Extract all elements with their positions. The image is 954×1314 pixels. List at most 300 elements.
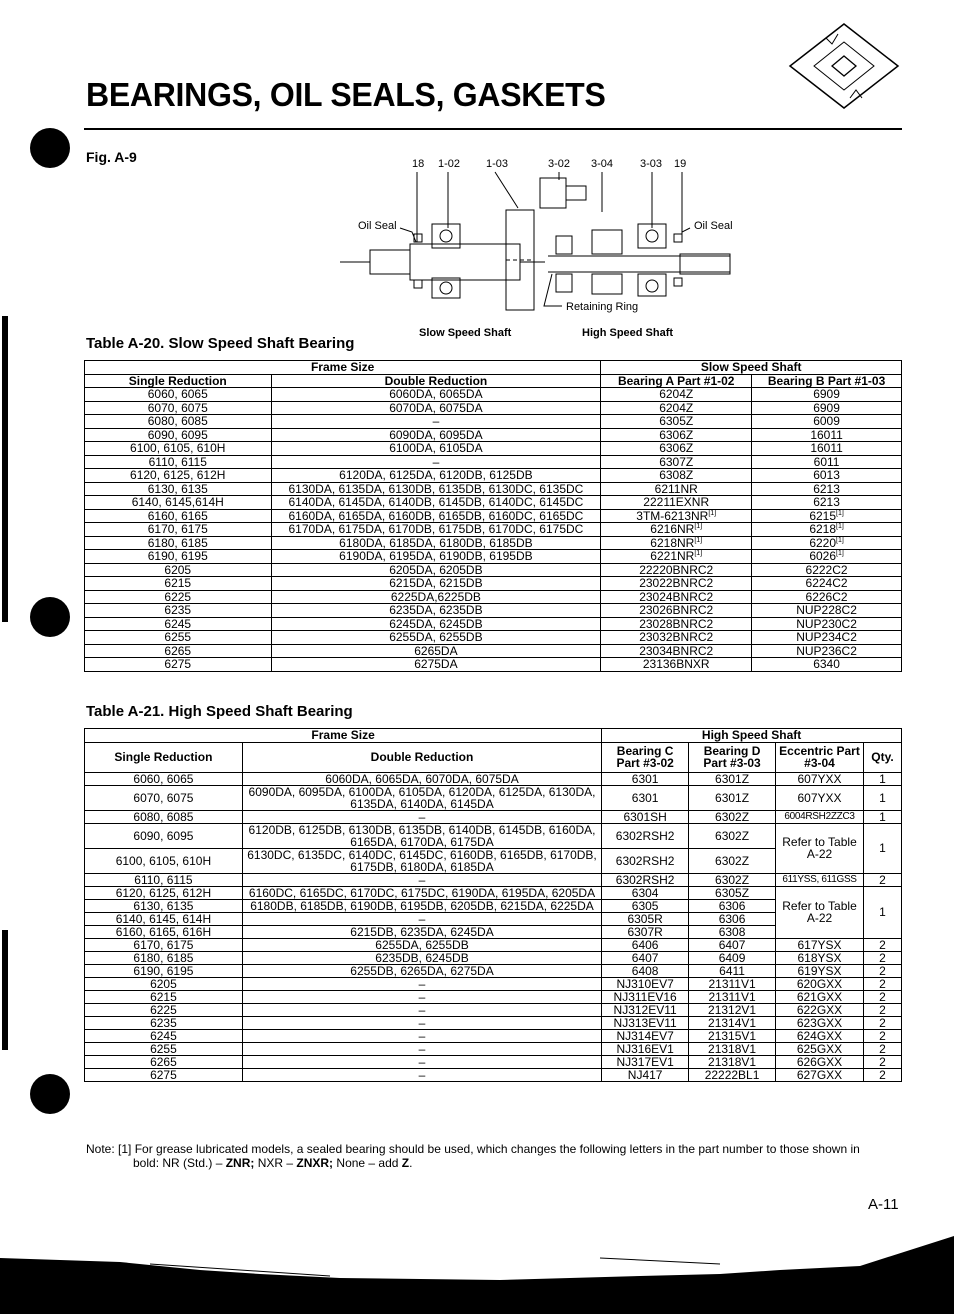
table-row xyxy=(85,563,902,577)
double-reduction-cell: 6265DA xyxy=(271,644,601,658)
bearing-c-cell: 6305 xyxy=(602,899,689,912)
table-row xyxy=(85,644,902,658)
table-row xyxy=(85,938,902,951)
single-reduction-cell: 6170, 6175 xyxy=(85,938,243,951)
bearing-a-cell: 6306Z xyxy=(601,442,752,456)
qty-cell: 2 xyxy=(863,964,901,977)
eccentric-cell: 607YXX xyxy=(776,785,864,810)
single-reduction-cell: 6170, 6175 xyxy=(85,523,272,537)
bearing-d-cell: 6302Z xyxy=(689,873,776,886)
bullet-mark xyxy=(30,128,70,168)
footnote-text: . xyxy=(409,1156,413,1170)
table-row xyxy=(85,1016,902,1029)
double-reduction-cell: – xyxy=(242,1055,601,1068)
bearing-c-cell: NJ312EV11 xyxy=(602,1003,689,1016)
single-reduction-cell: 6130, 6135 xyxy=(85,482,272,496)
bearing-c-cell: 6302RSH2 xyxy=(602,873,689,886)
footnote-line-1: Note: [1] For grease lubricated models, a sealed bearing should be used, which changes the following letters in the part number to those shown in xyxy=(86,1142,860,1156)
footnote-marker: [1] xyxy=(708,509,717,517)
bearing-d-cell: 21312V1 xyxy=(689,1003,776,1016)
bearing-a-cell: 23024BNRC2 xyxy=(601,590,752,604)
double-reduction-cell: 6205DA, 6205DB xyxy=(271,563,601,577)
table-row xyxy=(85,482,902,496)
eccentric-cell: 627GXX xyxy=(776,1068,864,1081)
eccentric-cell: 6004RSH2ZZC3 xyxy=(776,810,864,823)
scan-edge-band xyxy=(0,1236,954,1314)
eccentric-cell: 620GXX xyxy=(776,977,864,990)
table-row xyxy=(85,388,902,402)
eccentric-cell: 625GXX xyxy=(776,1042,864,1055)
single-reduction-cell: 6225 xyxy=(85,590,272,604)
single-reduction-cell: 6120, 6125, 612H xyxy=(85,469,272,483)
bearing-d-cell: 6306 xyxy=(689,912,776,925)
bearing-c-cell: 6302RSH2 xyxy=(602,823,689,848)
qty-cell: 1 xyxy=(863,772,901,785)
double-reduction-cell: – xyxy=(242,1042,601,1055)
eccentric-cell: 617YSX xyxy=(776,938,864,951)
single-reduction-cell: 6100, 6105, 610H xyxy=(85,848,243,873)
footnote-text: bold: NR (Std.) – xyxy=(133,1156,226,1170)
footnote-marker: [1] xyxy=(836,550,844,557)
table-row xyxy=(85,1029,902,1042)
qty-cell: 2 xyxy=(863,1042,901,1055)
eccentric-cell: 624GXX xyxy=(776,1029,864,1042)
double-reduction-cell: 6160DA, 6165DA, 6160DB, 6165DB, 6160DC, 6165DC xyxy=(271,509,601,523)
single-reduction-cell: 6110, 6115 xyxy=(85,455,272,469)
high-speed-shaft-label: High Speed Shaft xyxy=(582,327,674,339)
header-bearing-d: Bearing D Part #3-03 xyxy=(689,742,776,772)
bearing-c-cell: 6302RSH2 xyxy=(602,848,689,873)
bearing-b-cell: 6226C2 xyxy=(752,590,902,604)
double-reduction-cell: 6190DA, 6195DA, 6190DB, 6195DB xyxy=(271,550,601,564)
footnote-marker: [1] xyxy=(836,509,844,517)
bearing-a-cell: 6204Z xyxy=(601,388,752,402)
bearing-c-cell: NJ314EV7 xyxy=(602,1029,689,1042)
double-reduction-cell: 6100DA, 6105DA xyxy=(271,442,601,456)
single-reduction-cell: 6140, 6145, 614H xyxy=(85,912,243,925)
table-row xyxy=(85,509,902,523)
refer-to-table-cell: Refer to Table A-22 xyxy=(776,886,864,938)
double-reduction-cell: 6070DA, 6075DA xyxy=(271,401,601,415)
callout-label: 1-03 xyxy=(486,158,509,170)
qty-cell: 1 xyxy=(863,810,901,823)
qty-cell: 2 xyxy=(863,1055,901,1068)
bearing-a-cell: 22211EXNR xyxy=(601,496,752,510)
qty-cell: 2 xyxy=(863,873,901,886)
single-reduction-cell: 6160, 6165, 616H xyxy=(85,925,243,938)
bearing-d-cell: 6301Z xyxy=(689,772,776,785)
bearing-d-cell: 22222BL1 xyxy=(689,1068,776,1081)
bearing-c-cell: NJ316EV1 xyxy=(602,1042,689,1055)
table-row xyxy=(85,658,902,672)
bearing-d-cell: 6407 xyxy=(689,938,776,951)
double-reduction-cell: 6090DA, 6095DA, 6100DA, 6105DA, 6120DA, 6125DA, 6130DA, 6135DA, 6140DA, 6145DA xyxy=(242,785,601,810)
callout-label: 19 xyxy=(674,158,687,170)
single-reduction-cell: 6070, 6075 xyxy=(85,785,243,810)
margin-bar xyxy=(2,930,8,1050)
double-reduction-cell: – xyxy=(271,415,601,429)
table-row xyxy=(85,810,902,823)
bearing-b-cell: 6218[1] xyxy=(752,523,902,537)
callout-label: 3-02 xyxy=(548,158,571,170)
bearing-b-cell: 16011 xyxy=(752,428,902,442)
bearing-d-cell: 6302Z xyxy=(689,848,776,873)
bearing-d-cell: 6302Z xyxy=(689,810,776,823)
bearing-b-cell: 6026[1] xyxy=(752,550,902,564)
double-reduction-cell: 6130DA, 6135DA, 6130DB, 6135DB, 6130DC, 6135DC xyxy=(271,482,601,496)
table-row xyxy=(85,772,902,785)
bearing-c-cell: 6406 xyxy=(602,938,689,951)
single-reduction-cell: 6255 xyxy=(85,1042,243,1055)
bearing-d-cell: 6411 xyxy=(689,964,776,977)
double-reduction-cell: – xyxy=(271,455,601,469)
single-reduction-cell: 6100, 6105, 610H xyxy=(85,442,272,456)
single-reduction-cell: 6215 xyxy=(85,990,243,1003)
bearing-b-cell: 6215[1] xyxy=(752,509,902,523)
double-reduction-cell: 6235DA, 6235DB xyxy=(271,604,601,618)
table-row xyxy=(85,550,902,564)
table-row xyxy=(85,1055,902,1068)
callout-label: 18 xyxy=(412,158,425,170)
eccentric-cell: 626GXX xyxy=(776,1055,864,1068)
table-row xyxy=(85,536,902,550)
bullet-mark xyxy=(30,597,70,637)
header-bearing-c: Bearing C Part #3-02 xyxy=(602,742,689,772)
qty-cell: 1 xyxy=(863,886,901,938)
bearing-c-cell: 6304 xyxy=(602,886,689,899)
single-reduction-cell: 6130, 6135 xyxy=(85,899,243,912)
single-reduction-cell: 6190, 6195 xyxy=(85,964,243,977)
slow-speed-shaft-bearing-table xyxy=(84,360,902,672)
single-reduction-cell: 6060, 6065 xyxy=(85,388,272,402)
table-row xyxy=(85,990,902,1003)
bearing-b-cell: 6340 xyxy=(752,658,902,672)
single-reduction-cell: 6245 xyxy=(85,1029,243,1042)
table-row xyxy=(85,469,902,483)
single-reduction-cell: 6235 xyxy=(85,1016,243,1029)
double-reduction-cell: 6255DA, 6255DB xyxy=(242,938,601,951)
double-reduction-cell: – xyxy=(242,1016,601,1029)
bearing-b-cell: 6213 xyxy=(752,482,902,496)
refer-to-table-cell: Refer to Table A-22 xyxy=(776,823,864,873)
title-rule xyxy=(84,128,902,130)
bearing-c-cell: 6408 xyxy=(602,964,689,977)
bearing-a-cell: 6306Z xyxy=(601,428,752,442)
eccentric-cell: 621GXX xyxy=(776,990,864,1003)
figure-label: Fig. A-9 xyxy=(86,149,137,165)
double-reduction-cell: – xyxy=(242,873,601,886)
header-qty: Qty. xyxy=(863,742,901,772)
bearing-d-cell: 6409 xyxy=(689,951,776,964)
single-reduction-cell: 6255 xyxy=(85,631,272,645)
single-reduction-cell: 6180, 6185 xyxy=(85,951,243,964)
bearing-a-cell: 6305Z xyxy=(601,415,752,429)
bearing-b-cell: NUP234C2 xyxy=(752,631,902,645)
header-slow-speed-shaft: Slow Speed Shaft xyxy=(601,361,902,375)
single-reduction-cell: 6265 xyxy=(85,1055,243,1068)
table-row xyxy=(85,1042,902,1055)
bearing-d-cell: 21311V1 xyxy=(689,990,776,1003)
callout-label: 3-04 xyxy=(591,158,614,170)
bearing-b-cell: 16011 xyxy=(752,442,902,456)
single-reduction-cell: 6205 xyxy=(85,977,243,990)
double-reduction-cell: 6160DC, 6165DC, 6170DC, 6175DC, 6190DA, 6195DA, 6205DA xyxy=(242,886,601,899)
bearing-b-cell: NUP236C2 xyxy=(752,644,902,658)
bearing-a-cell: 6211NR xyxy=(601,482,752,496)
qty-cell: 2 xyxy=(863,1068,901,1081)
bearing-c-cell: NJ310EV7 xyxy=(602,977,689,990)
double-reduction-cell: 6090DA, 6095DA xyxy=(271,428,601,442)
single-reduction-cell: 6245 xyxy=(85,617,272,631)
bearing-d-cell: 6306 xyxy=(689,899,776,912)
double-reduction-cell: – xyxy=(242,1068,601,1081)
single-reduction-cell: 6060, 6065 xyxy=(85,772,243,785)
header-double-reduction: Double Reduction xyxy=(242,742,601,772)
table-row xyxy=(85,428,902,442)
bearing-a-cell: 23034BNRC2 xyxy=(601,644,752,658)
double-reduction-cell: 6060DA, 6065DA xyxy=(271,388,601,402)
single-reduction-cell: 6275 xyxy=(85,1068,243,1081)
bearing-b-cell: 6009 xyxy=(752,415,902,429)
bearing-c-cell: 6305R xyxy=(602,912,689,925)
bearing-c-cell: 6307R xyxy=(602,925,689,938)
footnote-text: None – add xyxy=(333,1156,402,1170)
bearing-b-cell: 6220[1] xyxy=(752,536,902,550)
table-row xyxy=(85,604,902,618)
bearing-a-cell: 6221NR[1] xyxy=(601,550,752,564)
qty-cell: 1 xyxy=(863,823,901,873)
footnote-bold: Z xyxy=(401,1156,410,1170)
bearing-a-cell: 23028BNRC2 xyxy=(601,617,752,631)
qty-cell: 2 xyxy=(863,1016,901,1029)
single-reduction-cell: 6180, 6185 xyxy=(85,536,272,550)
qty-cell: 2 xyxy=(863,1003,901,1016)
footnote-bold: ZNXR; xyxy=(296,1156,334,1170)
bearing-d-cell: 21318V1 xyxy=(689,1042,776,1055)
single-reduction-cell: 6265 xyxy=(85,644,272,658)
bearing-b-cell: 6909 xyxy=(752,401,902,415)
table-row xyxy=(85,951,902,964)
bearing-b-cell: NUP228C2 xyxy=(752,604,902,618)
header-eccentric: Eccentric Part #3-04 xyxy=(776,742,864,772)
double-reduction-cell: – xyxy=(242,1003,601,1016)
eccentric-cell: 622GXX xyxy=(776,1003,864,1016)
margin-bar xyxy=(2,316,8,622)
table-row xyxy=(85,1068,902,1081)
single-reduction-cell: 6140, 6145,614H xyxy=(85,496,272,510)
bearing-d-cell: 6302Z xyxy=(689,823,776,848)
table-row xyxy=(85,631,902,645)
bearing-a-cell: 23136BNXR xyxy=(601,658,752,672)
retaining-ring-label: Retaining Ring xyxy=(566,301,639,313)
double-reduction-cell: 6140DA, 6145DA, 6140DB, 6145DB, 6140DC, 6145DC xyxy=(271,496,601,510)
double-reduction-cell: 6235DB, 6245DB xyxy=(242,951,601,964)
double-reduction-cell: 6225DA,6225DB xyxy=(271,590,601,604)
bearing-a-cell: 23032BNRC2 xyxy=(601,631,752,645)
double-reduction-cell: 6215DA, 6215DB xyxy=(271,577,601,591)
single-reduction-cell: 6235 xyxy=(85,604,272,618)
callout-label: 3-03 xyxy=(640,158,663,170)
double-reduction-cell: – xyxy=(242,912,601,925)
qty-cell: 2 xyxy=(863,1029,901,1042)
single-reduction-cell: 6080, 6085 xyxy=(85,415,272,429)
bearing-a-cell: 6216NR[1] xyxy=(601,523,752,537)
table-row xyxy=(85,401,902,415)
bearing-a-cell: 6308Z xyxy=(601,469,752,483)
bearing-a-cell: 23026BNRC2 xyxy=(601,604,752,618)
table-a21-caption: Table A-21. High Speed Shaft Bearing xyxy=(86,703,353,720)
double-reduction-cell: 6180DA, 6185DA, 6180DB, 6185DB xyxy=(271,536,601,550)
footnote-marker: [1] xyxy=(836,536,844,544)
bearing-a-cell: 6218NR[1] xyxy=(601,536,752,550)
high-speed-shaft-bearing-table xyxy=(84,728,902,1082)
bearing-b-cell: 6013 xyxy=(752,469,902,483)
header-bearing-b: Bearing B Part #1-03 xyxy=(752,374,902,388)
bearing-d-cell: 6301Z xyxy=(689,785,776,810)
footnote-marker: [1] xyxy=(694,523,703,530)
bearing-c-cell: NJ311EV16 xyxy=(602,990,689,1003)
qty-cell: 2 xyxy=(863,951,901,964)
bearing-c-cell: 6301 xyxy=(602,785,689,810)
qty-cell: 2 xyxy=(863,977,901,990)
diamond-logo-icon xyxy=(786,20,902,112)
page-title: BEARINGS, OIL SEALS, GASKETS xyxy=(86,76,606,113)
footnote-line-2 xyxy=(86,1156,906,1170)
oil-seal-right-label: Oil Seal xyxy=(694,220,733,232)
single-reduction-cell: 6205 xyxy=(85,563,272,577)
bearing-d-cell: 21314V1 xyxy=(689,1016,776,1029)
eccentric-cell: 611YSS, 611GSS xyxy=(776,873,864,886)
bearing-a-cell: 23022BNRC2 xyxy=(601,577,752,591)
double-reduction-cell: 6180DB, 6185DB, 6190DB, 6195DB, 6205DB, 6215DA, 6225DA xyxy=(242,899,601,912)
eccentric-cell: 623GXX xyxy=(776,1016,864,1029)
double-reduction-cell: 6275DA xyxy=(271,658,601,672)
header-double-reduction: Double Reduction xyxy=(271,374,601,388)
bearing-c-cell: NJ417 xyxy=(602,1068,689,1081)
bearing-b-cell: 6222C2 xyxy=(752,563,902,577)
double-reduction-cell: 6245DA, 6245DB xyxy=(271,617,601,631)
bearing-c-cell: NJ317EV1 xyxy=(602,1055,689,1068)
bearing-a-cell: 6204Z xyxy=(601,401,752,415)
single-reduction-cell: 6160, 6165 xyxy=(85,509,272,523)
bearing-a-cell: 6307Z xyxy=(601,455,752,469)
double-reduction-cell: 6215DB, 6235DA, 6245DA xyxy=(242,925,601,938)
bearing-d-cell: 6308 xyxy=(689,925,776,938)
header-frame-size: Frame Size xyxy=(85,361,601,375)
table-row xyxy=(85,442,902,456)
double-reduction-cell: 6170DA, 6175DA, 6170DB, 6175DB, 6170DC, 6175DC xyxy=(271,523,601,537)
footnote-marker: [1] xyxy=(694,550,703,557)
slow-speed-shaft-label: Slow Speed Shaft xyxy=(419,327,512,339)
qty-cell: 2 xyxy=(863,990,901,1003)
bearing-c-cell: NJ313EV11 xyxy=(602,1016,689,1029)
table-row xyxy=(85,977,902,990)
single-reduction-cell: 6080, 6085 xyxy=(85,810,243,823)
header-single-reduction: Single Reduction xyxy=(85,742,243,772)
double-reduction-cell: – xyxy=(242,977,601,990)
footnote-text: NXR – xyxy=(254,1156,297,1170)
eccentric-cell: 607YXX xyxy=(776,772,864,785)
double-reduction-cell: – xyxy=(242,990,601,1003)
single-reduction-cell: 6090, 6095 xyxy=(85,428,272,442)
header-frame-size: Frame Size xyxy=(85,729,602,743)
table-row xyxy=(85,886,902,899)
table-row xyxy=(85,496,902,510)
bearing-b-cell: NUP230C2 xyxy=(752,617,902,631)
bearing-b-cell: 6909 xyxy=(752,388,902,402)
double-reduction-cell: – xyxy=(242,1029,601,1042)
qty-cell: 1 xyxy=(863,785,901,810)
table-row xyxy=(85,577,902,591)
bearing-c-cell: 6407 xyxy=(602,951,689,964)
table-row xyxy=(85,873,902,886)
single-reduction-cell: 6120, 6125, 612H xyxy=(85,886,243,899)
bearing-a-cell: 3TM-6213NR[1] xyxy=(601,509,752,523)
single-reduction-cell: 6110, 6115 xyxy=(85,873,243,886)
table-row xyxy=(85,1003,902,1016)
bearing-d-cell: 21311V1 xyxy=(689,977,776,990)
callout-label: 1-02 xyxy=(438,158,461,170)
oil-seal-left-label: Oil Seal xyxy=(358,220,397,232)
table-row xyxy=(85,785,902,810)
bearing-b-cell: 6224C2 xyxy=(752,577,902,591)
single-reduction-cell: 6190, 6195 xyxy=(85,550,272,564)
single-reduction-cell: 6090, 6095 xyxy=(85,823,243,848)
bearing-c-cell: 6301SH xyxy=(602,810,689,823)
bearing-d-cell: 6305Z xyxy=(689,886,776,899)
header-bearing-a: Bearing A Part #1-02 xyxy=(601,374,752,388)
footnote-marker: [1] xyxy=(836,523,844,530)
double-reduction-cell: – xyxy=(242,810,601,823)
double-reduction-cell: 6130DC, 6135DC, 6140DC, 6145DC, 6160DB, 6165DB, 6170DB, 6175DB, 6180DA, 6185DA xyxy=(242,848,601,873)
bearing-b-cell: 6213 xyxy=(752,496,902,510)
double-reduction-cell: 6120DA, 6125DA, 6120DB, 6125DB xyxy=(271,469,601,483)
header-single-reduction: Single Reduction xyxy=(85,374,272,388)
page-number: A-11 xyxy=(868,1196,899,1213)
double-reduction-cell: 6120DB, 6125DB, 6130DB, 6135DB, 6140DB, 6145DB, 6160DA, 6165DA, 6170DA, 6175DA xyxy=(242,823,601,848)
table-row xyxy=(85,455,902,469)
footnote-marker: [1] xyxy=(694,536,703,544)
double-reduction-cell: 6060DA, 6065DA, 6070DA, 6075DA xyxy=(242,772,601,785)
double-reduction-cell: 6255DB, 6265DA, 6275DA xyxy=(242,964,601,977)
bearing-diagram xyxy=(330,150,750,350)
table-row xyxy=(85,590,902,604)
bullet-mark xyxy=(30,1074,70,1114)
single-reduction-cell: 6070, 6075 xyxy=(85,401,272,415)
header-high-speed-shaft: High Speed Shaft xyxy=(602,729,902,743)
footnote xyxy=(86,1142,906,1170)
table-row xyxy=(85,964,902,977)
eccentric-cell: 619YSX xyxy=(776,964,864,977)
table-row xyxy=(85,415,902,429)
double-reduction-cell: 6255DA, 6255DB xyxy=(271,631,601,645)
bearing-d-cell: 21315V1 xyxy=(689,1029,776,1042)
footnote-bold: ZNR; xyxy=(225,1156,255,1170)
table-row xyxy=(85,823,902,848)
table-row xyxy=(85,617,902,631)
table-a20-caption: Table A-20. Slow Speed Shaft Bearing xyxy=(86,335,355,352)
single-reduction-cell: 6215 xyxy=(85,577,272,591)
single-reduction-cell: 6225 xyxy=(85,1003,243,1016)
table-row xyxy=(85,523,902,537)
bearing-b-cell: 6011 xyxy=(752,455,902,469)
single-reduction-cell: 6275 xyxy=(85,658,272,672)
qty-cell: 2 xyxy=(863,938,901,951)
bearing-d-cell: 21318V1 xyxy=(689,1055,776,1068)
eccentric-cell: 618YSX xyxy=(776,951,864,964)
bearing-a-cell: 22220BNRC2 xyxy=(601,563,752,577)
bearing-c-cell: 6301 xyxy=(602,772,689,785)
